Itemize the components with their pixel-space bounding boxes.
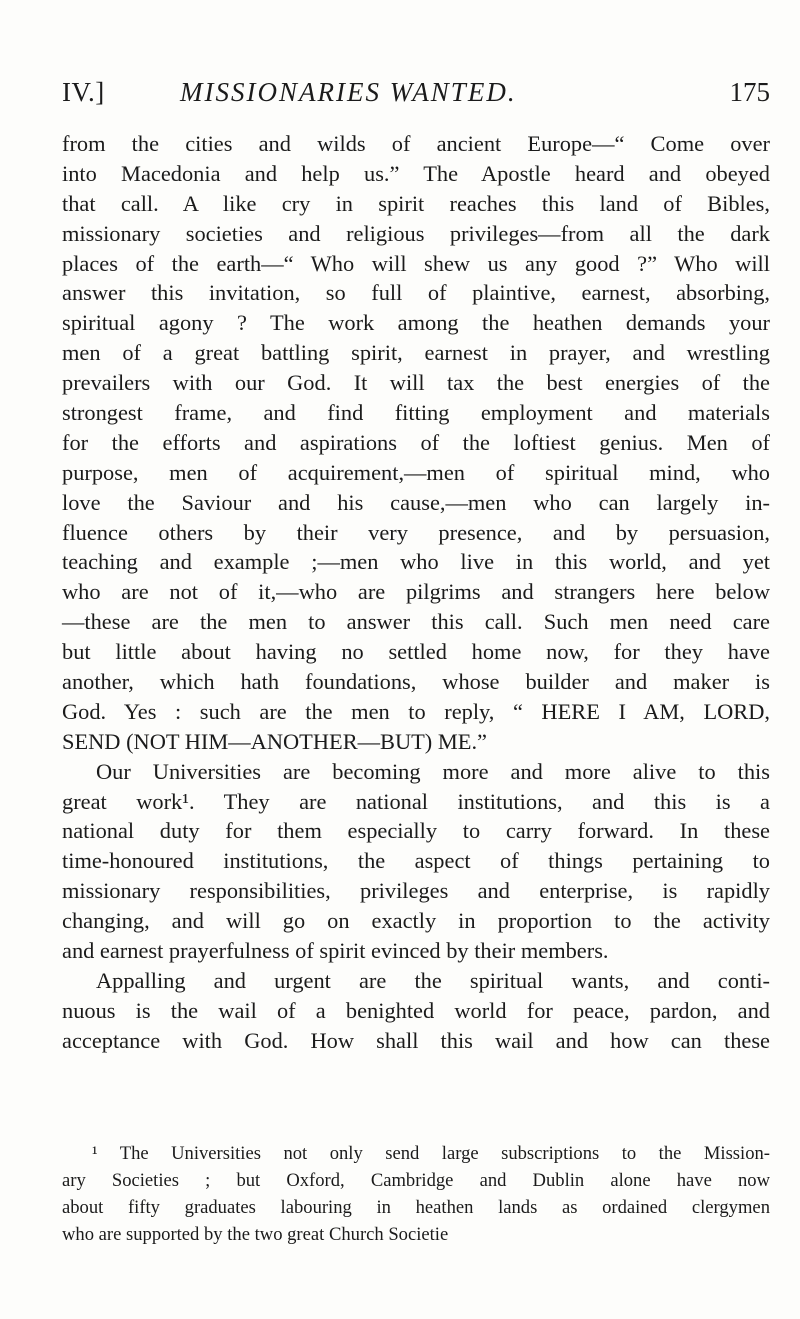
footnote-line: who are supported by the two great Church Societie — [62, 1224, 449, 1245]
text-line: Appalling and urgent are the spiritual wants, and conti- — [96, 967, 770, 993]
text-line: national duty for them especially to carry forward. In these — [62, 818, 770, 844]
running-header — [62, 72, 770, 112]
text-line: men of a great battling spirit, earnest in prayer, and wrestling — [62, 340, 770, 366]
text-line: places of the earth—“ Who will shew us any good ?” Who will — [62, 250, 770, 276]
text-line: spiritual agony ? The work among the heathen demands your — [62, 310, 770, 336]
text-line: nuous is the wail of a benighted world for peace, pardon, and — [62, 997, 770, 1023]
text-line: and earnest prayerfulness of spirit evinced by their members. — [62, 938, 609, 964]
text-line: —these are the men to answer this call. Such men need care — [62, 609, 770, 635]
text-line: teaching and example ;—men who live in this world, and yet — [62, 549, 770, 575]
text-line: that call. A like cry in spirit reaches this land of Bibles, — [62, 190, 770, 216]
text-line: God. Yes : such are the men to reply, “ HERE I AM, LORD, — [62, 698, 770, 724]
text-line: for the efforts and aspirations of the loftiest genius. Men of — [62, 429, 770, 455]
text-line: prevailers with our God. It will tax the best energies of the — [62, 370, 770, 396]
text-line: answer this invitation, so full of plaintive, earnest, absorbing, — [62, 280, 770, 306]
chapter-number: IV.] — [62, 77, 105, 107]
footnote — [62, 1140, 770, 1248]
footnote-line: ary Societies ; but Oxford, Cambridge and Dublin alone have now — [62, 1170, 770, 1191]
text-line: Our Universities are becoming more and more alive to this — [96, 758, 770, 784]
text-line: acceptance with God. How shall this wail and how can these — [62, 1027, 770, 1053]
running-title: MISSIONARIES WANTED. — [180, 77, 517, 107]
footnote-line: about fifty graduates labouring in heathen lands as ordained clergymen — [62, 1197, 770, 1218]
text-line: but little about having no settled home now, for they have — [62, 639, 770, 665]
text-line: who are not of it,—who are pilgrims and strangers here below — [62, 579, 770, 605]
text-line: fluence others by their very presence, and by persuasion, — [62, 519, 770, 545]
text-line: from the cities and wilds of ancient Europe—“ Come over — [62, 131, 770, 156]
footnote-line: ¹ The Universities not only send large subscriptions to the Mission- — [92, 1143, 770, 1164]
text-line: changing, and will go on exactly in proportion to the activity — [62, 908, 770, 934]
text-line: into Macedonia and help us.” The Apostle heard and obeyed — [62, 160, 770, 186]
text-line: missionary societies and religious privileges—from all the dark — [62, 220, 770, 246]
text-line: SEND (NOT HIM—ANOTHER—BUT) ME.” — [62, 728, 487, 754]
text-line: love the Saviour and his cause,—men who can largely in- — [62, 489, 770, 515]
text-line: time-honoured institutions, the aspect of things pertaining to — [62, 848, 770, 874]
page-number: 175 — [729, 77, 770, 107]
text-line: another, which hath foundations, whose builder and maker is — [62, 669, 770, 695]
text-line: great work¹. They are national institutions, and this is a — [62, 788, 770, 814]
body-text — [62, 129, 770, 1056]
text-line: strongest frame, and find fitting employment and materials — [62, 400, 770, 426]
text-line: purpose, men of acquirement,—men of spiritual mind, who — [62, 459, 770, 485]
text-line: missionary responsibilities, privileges and enterprise, is rapidly — [62, 878, 770, 904]
